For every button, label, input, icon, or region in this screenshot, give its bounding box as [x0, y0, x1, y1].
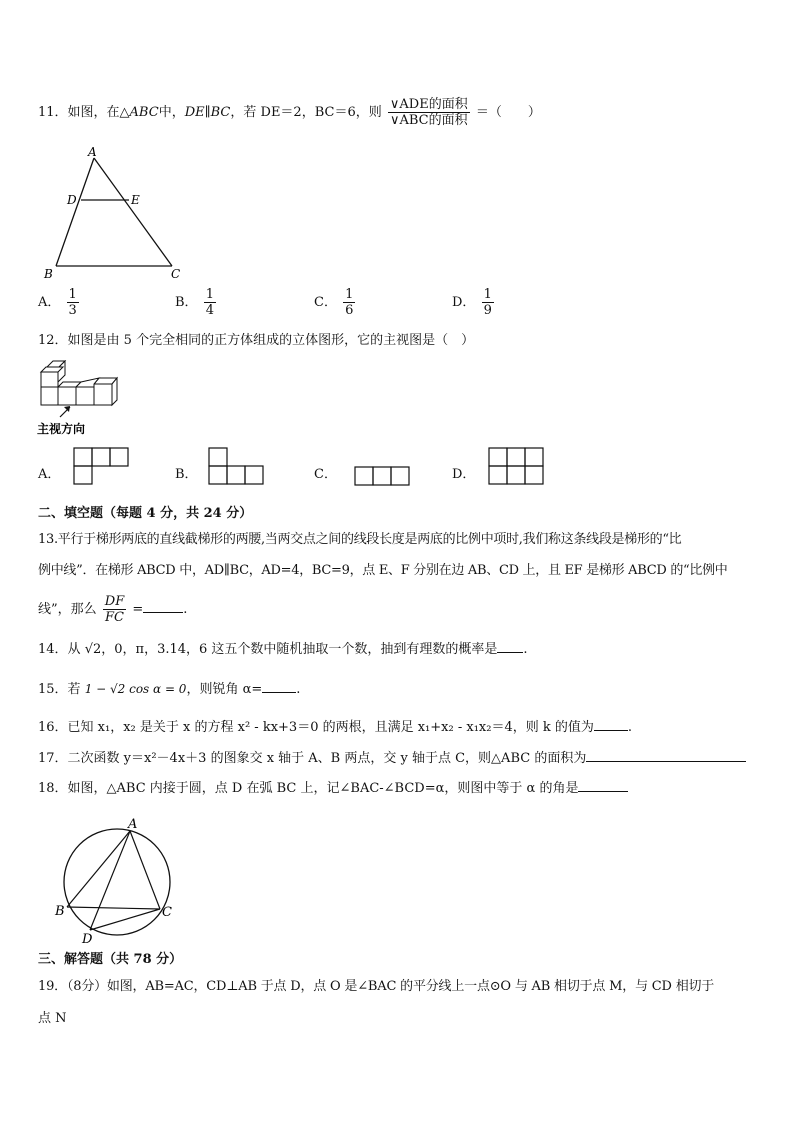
q16-stem: 16．已知 x₁，x₂ 是关于 x 的方程 x² - kx+3＝0 的两根，且满足 x₁+x₂ - x₁x₂＝4，则 k 的值为 . — [38, 720, 633, 735]
q12-option-c-label[interactable]: C． — [314, 467, 337, 482]
q11-label-c: C — [171, 267, 181, 281]
q12-solid-figure — [36, 360, 126, 440]
q18-label-b: B — [55, 904, 65, 919]
q11-label-e: E — [131, 193, 140, 207]
q11-option-c[interactable]: C． $\frac{1}{6}$ — [314, 287, 354, 318]
q12-option-a-label[interactable]: A． — [38, 467, 61, 482]
q12-option-b-label[interactable]: B． — [175, 467, 198, 482]
q11-triangle-figure — [40, 142, 200, 282]
q11-label-d: D — [67, 193, 77, 207]
q18-label-c: C — [162, 905, 172, 920]
q19-line1: 19．（8分）如图，AB=AC，CD⊥AB 于点 D，点 O 是∠BAC 的平分线上一点⊙O 与 AB 相切于点 M，与 CD 相切于 — [38, 979, 715, 994]
q18-circle-figure — [52, 815, 182, 947]
q11-area-ratio: $\frac{\text{∨ADE的面积}}{\text{∨ABC的面积}}$ — [389, 97, 468, 128]
section-fill-in-heading: 二、填空题（每题 4 分，共 24 分） — [38, 506, 253, 521]
q13-line3: 线”，那么 $\frac{DF}{FC}$ = . — [38, 594, 188, 625]
q17-answer-blank[interactable] — [586, 749, 746, 762]
q18-answer-blank[interactable] — [578, 779, 628, 792]
q12-direction-label: 主视方向 — [37, 422, 86, 436]
q16-answer-blank[interactable] — [594, 718, 628, 731]
q13-ratio: $\frac{DF}{FC}$ — [104, 594, 125, 625]
q14-stem: 14．从 √2，0，π，3.14，6 这五个数中随机抽取一个数，抽到有理数的概率是 . — [38, 642, 528, 657]
q11-stem: 11．如图，在△ABC中，DE∥BC，若 DE＝2，BC＝6，则 $\frac{\text{∨ADE的面积}}{\text{∨ABC的面积}}$ ＝（ ） — [38, 97, 541, 128]
q15-stem: 15．若 1 − √2 cos α = 0，则锐角 α= . — [38, 682, 301, 697]
q11-option-a[interactable]: A． $\frac{1}{3}$ — [38, 287, 77, 318]
q11-label-b: B — [44, 267, 53, 281]
q11-option-d[interactable]: D． $\frac{1}{9}$ — [452, 287, 492, 318]
q12-option-b-view[interactable] — [208, 447, 268, 487]
q12-stem: 12．如图是由 5 个完全相同的正方体组成的立体图形，它的主视图是（ ） — [38, 333, 475, 348]
q13-line1: 13.平行于梯形两底的直线截梯形的两腰,当两交点之间的线段长度是两底的比例中项时,我们称这条线段是梯形的“比 — [38, 532, 682, 547]
q18-label-a: A — [128, 817, 138, 832]
q15-answer-blank[interactable] — [262, 680, 296, 693]
q13-line2: 例中线”．在梯形 ABCD 中，AD∥BC，AD=4，BC=9，点 E、F 分别在边 AB、CD 上，且 EF 是梯形 ABCD 的“比例中 — [38, 563, 728, 578]
q13-answer-blank[interactable] — [143, 600, 183, 613]
q11-option-b[interactable]: B． $\frac{1}{4}$ — [175, 287, 214, 318]
q17-stem: 17．二次函数 y＝x²－4x＋3 的图象交 x 轴于 A、B 两点，交 y 轴于点 C，则△ABC 的面积为 — [38, 749, 746, 768]
q18-stem: 18．如图，△ABC 内接于圆，点 D 在弧 BC 上，记∠BAC-∠BCD=α，则图中等于 α 的角是 — [38, 779, 628, 798]
q11-label-a: A — [88, 145, 97, 159]
q12-option-d-view[interactable] — [488, 447, 548, 487]
q12-option-d-label[interactable]: D． — [452, 467, 476, 482]
section-solution-heading: 三、解答题（共 78 分） — [38, 952, 183, 967]
q14-answer-blank[interactable] — [497, 640, 523, 653]
q19-line2: 点 N — [38, 1011, 67, 1026]
q18-label-d: D — [82, 932, 93, 947]
q12-option-c-view[interactable] — [354, 466, 414, 488]
q12-option-a-view[interactable] — [73, 447, 133, 487]
